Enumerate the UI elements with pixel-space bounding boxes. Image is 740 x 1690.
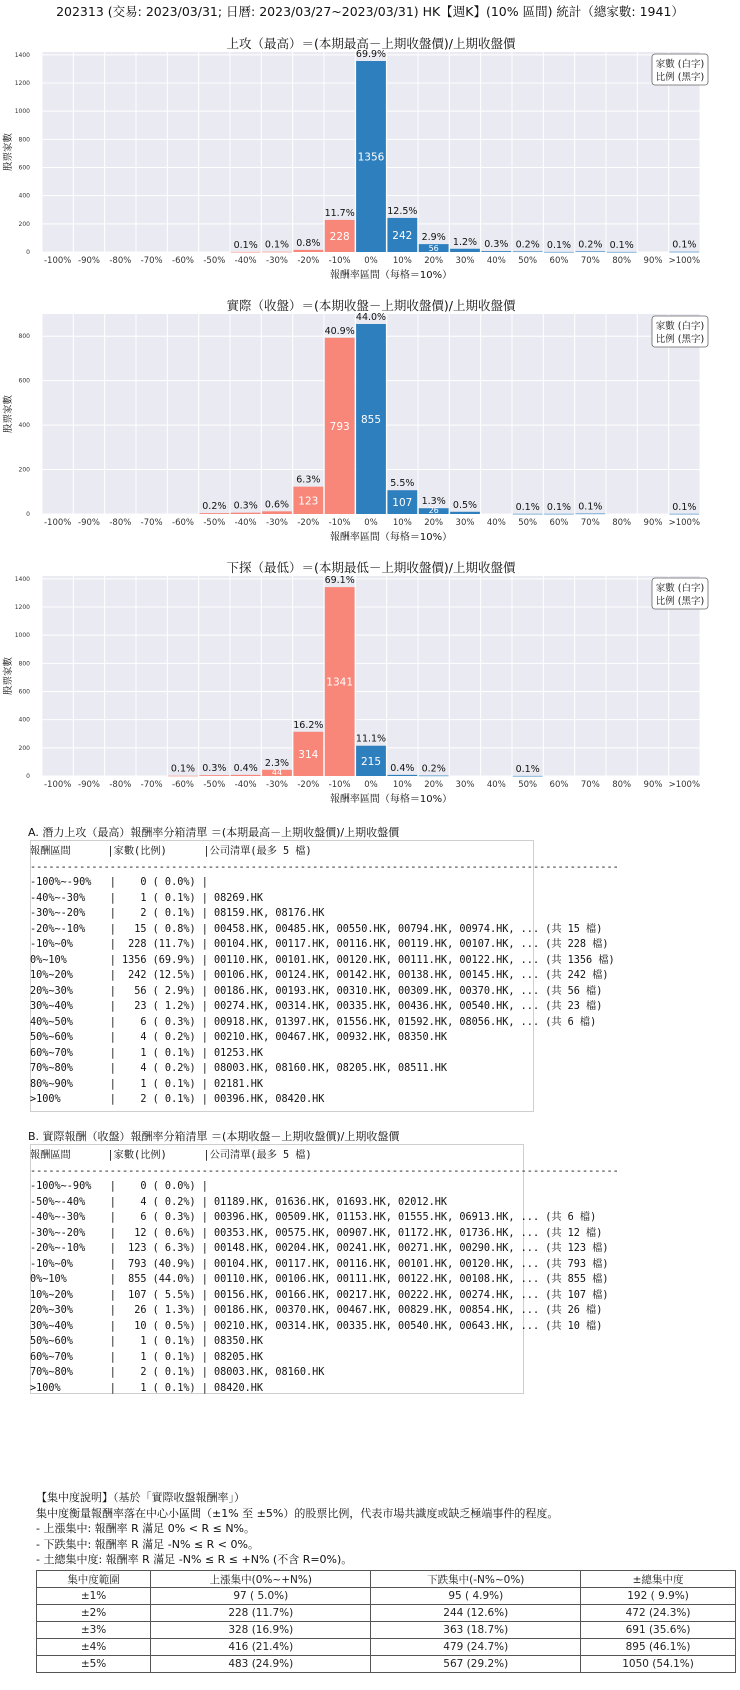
list-line: 70%~80% | 2 ( 0.1%) | 08003.HK, 08160.HK <box>30 1367 325 1378</box>
y-tick-label: 200 <box>18 220 30 228</box>
bar <box>231 513 261 514</box>
table-cell: 228 (11.7%) <box>151 1605 371 1622</box>
y-tick-label: 400 <box>18 192 30 200</box>
bar-pct-label: 2.3% <box>264 757 290 769</box>
table-cell: 416 (21.4%) <box>151 1639 371 1656</box>
list-line: -40%~-30% | 1 ( 0.1%) | 08269.HK <box>30 892 264 904</box>
y-tick-label: 600 <box>18 688 30 696</box>
x-tick-label: -100% <box>43 256 72 266</box>
bar <box>481 251 511 252</box>
x-tick-label: 0% <box>364 518 378 528</box>
notes-line: - 下跌集中: 報酬率 R 滿足 -N% ≤ R < 0%。 <box>36 1537 259 1551</box>
x-tick-label: -10% <box>328 256 351 266</box>
y-tick-label: 200 <box>18 744 30 752</box>
x-tick-label: 70% <box>580 518 600 528</box>
y-tick-label: 1200 <box>14 603 30 611</box>
x-tick-label: -30% <box>266 256 288 266</box>
y-tick-label: 800 <box>18 333 30 341</box>
bar-pct-label: 0.3% <box>202 763 227 775</box>
list-line: -30%~-20% | 12 ( 0.6%) | 00353.HK, 00575.HK, 00907.HK, 01172.HK, 01736.HK, ... (共 12 檔) <box>30 1227 603 1239</box>
x-tick-label: -50% <box>203 780 226 790</box>
list-line: -20%~-10% | 123 ( 6.3%) | 00148.HK, 00204.HK, 00241.HK, 00271.HK, 00290.HK, ... (共 123 檔) <box>30 1243 609 1254</box>
table-cell: 483 (24.9%) <box>151 1656 371 1673</box>
x-tick-label: 10% <box>392 780 412 790</box>
bar-pct-label: 0.1% <box>578 501 603 513</box>
legend-entry: 比例 (黑字) <box>655 334 705 345</box>
bar <box>168 776 198 777</box>
notes-line: - 土總集中度: 報酬率 R 滿足 -N% ≤ R ≤ +N% (不含 R=0%)。 <box>36 1553 353 1566</box>
concentration-notes <box>36 1490 558 1568</box>
y-tick-label: 200 <box>18 466 30 474</box>
bar <box>450 512 480 514</box>
legend-entry: 比例 (黑字) <box>655 72 705 83</box>
table-cell: 472 (24.3%) <box>581 1605 736 1622</box>
table-cell: ±4% <box>37 1639 151 1656</box>
x-tick-label: 20% <box>424 518 444 528</box>
list-line: ------------------------------------------------------------------------------------------------ <box>30 861 619 873</box>
table-cell: 328 (16.9%) <box>151 1622 371 1639</box>
y-tick-label: 1400 <box>14 51 30 59</box>
legend-entry: 比例 (黑字) <box>655 596 705 607</box>
x-tick-label: -70% <box>140 256 163 266</box>
x-tick-label: 60% <box>549 780 569 790</box>
x-tick-label: 50% <box>518 256 538 266</box>
list-line: -20%~-10% | 15 ( 0.8%) | 00458.HK, 00485.HK, 00550.HK, 00794.HK, 00974.HK, ... (共 15 檔) <box>30 923 603 935</box>
page-title: 202313 (交易: 2023/03/31; 日曆: 2023/03/27~2023/03/31) HK【週K】(10% 區間) 統計（總家數: 1941） <box>56 4 684 19</box>
bar-count-label: 242 <box>392 229 413 242</box>
list-line: 10%~20% | 242 (12.5%) | 00106.HK, 00124.HK, 00142.HK, 00138.HK, 00145.HK, ... (共 242 檔) <box>30 970 609 981</box>
list-a-lines <box>30 844 619 1108</box>
bar <box>199 775 229 776</box>
concentration-table <box>36 1570 736 1673</box>
y-tick-label: 0 <box>26 249 30 256</box>
list-line: 30%~40% | 10 ( 0.5%) | 00210.HK, 00314.HK, 00335.HK, 00540.HK, 00643.HK, ... (共 10 檔) <box>30 1320 603 1332</box>
x-tick-label: 90% <box>643 256 663 266</box>
table-cell: 244 (12.6%) <box>371 1605 581 1622</box>
bar-pct-label: 0.1% <box>515 763 540 775</box>
bar-pct-label: 44.0% <box>355 312 387 323</box>
bar <box>513 514 543 515</box>
x-axis-label: 報酬率區間（每格＝10%） <box>329 532 453 543</box>
bar-count-label: 44 <box>271 768 283 777</box>
bar-pct-label: 0.1% <box>672 501 697 513</box>
table-header-row <box>37 1571 736 1588</box>
x-axis-label: 報酬率區間（每格＝10%） <box>329 270 453 281</box>
x-tick-label: -100% <box>43 518 72 528</box>
y-tick-label: 1000 <box>14 108 30 116</box>
x-tick-label: 30% <box>455 780 475 790</box>
list-line: 10%~20% | 107 ( 5.5%) | 00156.HK, 00166.HK, 00217.HK, 00222.HK, 00274.HK, ... (共 107 檔) <box>30 1289 609 1301</box>
x-tick-label: -40% <box>234 256 257 266</box>
table-cell: 95 ( 4.9%) <box>371 1588 581 1605</box>
x-tick-label: -60% <box>172 256 194 266</box>
list-line: 80%~90% | 1 ( 0.1%) | 02181.HK <box>30 1078 264 1090</box>
x-tick-label: 20% <box>424 780 444 790</box>
column-header: 下跌集中(-N%~0%) <box>371 1571 581 1588</box>
bar <box>575 251 605 252</box>
notes-line: - 上漲集中: 報酬率 R 滿足 0% < R ≤ N%。 <box>36 1522 255 1535</box>
list-line: -100%~-90% | 0 ( 0.0%) | <box>30 877 208 888</box>
list-line: 20%~30% | 56 ( 2.9%) | 00186.HK, 00193.HK, 00310.HK, 00309.HK, 00370.HK, ... (共 56 檔) <box>30 985 603 997</box>
x-tick-label: 0% <box>364 780 378 790</box>
table-cell: ±3% <box>37 1622 151 1639</box>
x-tick-label: 40% <box>486 518 506 528</box>
table-cell: 479 (24.7%) <box>371 1639 581 1656</box>
x-tick-label: -30% <box>266 518 288 528</box>
bar-count-label: 26 <box>428 506 439 515</box>
list-line: -40%~-30% | 6 ( 0.3%) | 00396.HK, 00509.HK, 01153.HK, 01555.HK, 06913.HK, ... (共 6 檔) <box>30 1212 597 1223</box>
bar-pct-label: 2.9% <box>421 232 446 244</box>
chart-title: 實際（收盤）＝(本期收盤－上期收盤價)/上期收盤價 <box>226 298 516 313</box>
bar-pct-label: 16.2% <box>293 719 324 731</box>
y-axis-label: 股票家數 <box>3 132 14 172</box>
table-cell: 1050 (54.1%) <box>581 1656 736 1673</box>
bar-pct-label: 0.1% <box>233 239 258 251</box>
x-tick-label: 80% <box>612 780 632 790</box>
list-line: 40%~50% | 6 ( 0.3%) | 00918.HK, 01397.HK, 01556.HK, 01592.HK, 08056.HK, ... (共 6 檔) <box>30 1016 597 1028</box>
table-row <box>37 1656 736 1673</box>
x-tick-label: -50% <box>203 256 226 266</box>
list-line: 報酬區間 |家數(比例) |公司清單(最多 5 檔) <box>30 846 312 857</box>
list-line: 報酬區間 |家數(比例) |公司清單(最多 5 檔) <box>30 1150 312 1161</box>
bar <box>450 249 480 252</box>
y-tick-label: 800 <box>18 136 30 144</box>
x-tick-label: 0% <box>364 256 378 266</box>
bar <box>544 514 574 515</box>
bar-pct-label: 0.2% <box>515 239 540 251</box>
x-tick-label: 80% <box>612 256 632 266</box>
bar <box>607 252 637 253</box>
x-tick-label: 40% <box>486 780 506 790</box>
x-tick-label: 50% <box>518 780 538 790</box>
list-line: -10%~0% | 793 (40.9%) | 00104.HK, 00117.HK, 00116.HK, 00101.HK, 00120.HK, ... (共 793 檔) <box>30 1258 609 1270</box>
bar-pct-label: 11.7% <box>324 207 355 219</box>
bar-pct-label: 5.5% <box>390 478 415 490</box>
x-tick-label: 50% <box>518 518 538 528</box>
bar-pct-label: 40.9% <box>324 325 355 337</box>
x-tick-label: 60% <box>549 256 569 266</box>
bar-pct-label: 0.1% <box>170 763 196 775</box>
y-tick-label: 1000 <box>14 632 30 640</box>
x-tick-label: -50% <box>203 518 226 528</box>
list-line: 50%~60% | 1 ( 0.1%) | 08350.HK <box>30 1336 264 1347</box>
x-tick-label: -80% <box>109 256 132 266</box>
y-tick-label: 600 <box>18 164 30 172</box>
bar-pct-label: 0.5% <box>452 499 478 511</box>
bar-count-label: 123 <box>298 495 319 508</box>
x-tick-label: -20% <box>297 256 320 266</box>
x-tick-label: 80% <box>612 518 632 528</box>
x-tick-label: -100% <box>43 780 72 790</box>
bar-pct-label: 0.3% <box>233 500 258 512</box>
x-tick-label: 10% <box>392 256 412 266</box>
x-tick-label: -70% <box>140 518 163 528</box>
x-tick-label: >100% <box>668 780 701 790</box>
bar-pct-label: 1.2% <box>452 236 478 248</box>
bar <box>262 252 292 253</box>
list-line: 50%~60% | 4 ( 0.2%) | 00210.HK, 00467.HK, 00932.HK, 08350.HK <box>30 1032 448 1043</box>
x-tick-label: -90% <box>78 780 100 790</box>
x-tick-label: >100% <box>668 256 701 266</box>
bar-pct-label: 11.1% <box>355 733 387 745</box>
column-header: 上漲集中(0%~+N%) <box>151 1571 371 1588</box>
table-cell: 192 ( 9.9%) <box>581 1588 736 1605</box>
x-tick-label: -80% <box>109 780 132 790</box>
bar-pct-label: 0.2% <box>578 239 603 251</box>
bar-pct-label: 0.1% <box>515 501 540 513</box>
bar-count-label: 215 <box>360 755 382 768</box>
y-tick-label: 600 <box>18 377 30 385</box>
notes-line: 集中度衡量報酬率落在中心小區間（±1% 至 ±5%）的股票比例，代表市場共識度或缺乏極端事件的程度。 <box>36 1506 559 1520</box>
y-axis-label: 股票家數 <box>3 394 14 434</box>
x-tick-label: 60% <box>549 518 569 528</box>
bar-count-label: 228 <box>329 230 350 243</box>
x-tick-label: -70% <box>140 780 163 790</box>
bar <box>669 514 699 515</box>
x-tick-label: 20% <box>424 256 444 266</box>
list-line: 60%~70% | 1 ( 0.1%) | 08205.HK <box>30 1351 264 1363</box>
list-line: ------------------------------------------------------------------------------------------------ <box>30 1165 619 1177</box>
x-tick-label: -80% <box>109 518 132 528</box>
y-tick-label: 800 <box>18 660 30 668</box>
x-tick-label: -30% <box>266 780 288 790</box>
legend-entry: 家數 (白字) <box>655 59 705 70</box>
bar-count-label: 793 <box>329 420 350 433</box>
list-line: -100%~-90% | 0 ( 0.0%) | <box>30 1181 208 1192</box>
table-cell: 691 (35.6%) <box>581 1622 736 1639</box>
bar-pct-label: 0.1% <box>264 239 290 251</box>
bar <box>199 513 229 514</box>
bar <box>231 252 261 253</box>
bar-pct-label: 0.3% <box>484 239 509 251</box>
x-tick-label: -60% <box>172 780 194 790</box>
chart-downside-low <box>0 560 740 822</box>
legend-entry: 家數 (白字) <box>655 583 705 594</box>
x-tick-label: -40% <box>234 780 257 790</box>
x-tick-label: -10% <box>328 780 351 790</box>
bar-pct-label: 0.1% <box>546 501 572 513</box>
y-axis-label: 股票家數 <box>3 656 14 696</box>
table-row <box>37 1588 736 1605</box>
x-tick-label: -40% <box>234 518 257 528</box>
table-row <box>37 1639 736 1656</box>
legend <box>652 54 708 85</box>
bar-pct-label: 0.1% <box>672 239 697 251</box>
bar-count-label: 855 <box>360 414 382 426</box>
x-tick-label: 30% <box>455 518 475 528</box>
x-tick-label: >100% <box>668 518 701 528</box>
x-tick-label: -90% <box>78 256 100 266</box>
x-tick-label: -10% <box>328 518 351 528</box>
chart-upside-high <box>0 36 740 298</box>
legend-entry: 家數 (白字) <box>655 321 705 332</box>
list-line: 0%~10% | 855 (44.0%) | 00110.HK, 00106.HK, 00111.HK, 00122.HK, 00108.HK, ... (共 855 檔) <box>30 1274 609 1285</box>
legend <box>652 578 708 609</box>
list-b-title: B. 實際報酬（收盤）報酬率分箱清單 ＝(本期收盤－上期收盤價)/上期收盤價 <box>28 1130 400 1143</box>
list-line: 0%~10% | 1356 (69.9%) | 00110.HK, 00101.HK, 00120.HK, 00111.HK, 00122.HK, ... (共 1356 檔) <box>30 954 615 966</box>
list-line: >100% | 1 ( 0.1%) | 08420.HK <box>30 1382 264 1394</box>
list-b-lines <box>30 1148 619 1396</box>
x-tick-label: -60% <box>172 518 194 528</box>
x-tick-label: -90% <box>78 518 100 528</box>
table-row <box>37 1622 736 1639</box>
bar <box>262 511 292 514</box>
x-tick-label: 90% <box>643 780 663 790</box>
bar <box>419 776 449 777</box>
y-tick-label: 1200 <box>14 79 30 87</box>
column-header: ±總集中度 <box>581 1571 736 1588</box>
list-line: >100% | 2 ( 0.1%) | 00396.HK, 08420.HK <box>30 1094 325 1105</box>
bar-pct-label: 0.8% <box>296 237 321 249</box>
bar-pct-label: 69.1% <box>324 575 355 587</box>
list-line: 20%~30% | 26 ( 1.3%) | 00186.HK, 00370.HK, 00467.HK, 00829.HK, 00854.HK, ... (共 26 檔) <box>30 1305 603 1316</box>
table-cell: 895 (46.1%) <box>581 1639 736 1656</box>
y-tick-label: 400 <box>18 716 30 724</box>
list-line: -10%~0% | 228 (11.7%) | 00104.HK, 00117.HK, 00116.HK, 00119.HK, 00107.HK, ... (共 228 檔) <box>30 939 609 950</box>
bar-pct-label: 1.3% <box>421 496 446 508</box>
y-tick-label: 0 <box>26 511 30 518</box>
table-cell: 567 (29.2%) <box>371 1656 581 1673</box>
bar <box>513 251 543 252</box>
x-tick-label: 10% <box>392 518 412 528</box>
bar-count-label: 107 <box>392 497 413 510</box>
bar-pct-label: 0.6% <box>264 499 290 511</box>
bar <box>544 252 574 253</box>
bar-pct-label: 0.2% <box>202 501 227 513</box>
y-tick-label: 400 <box>18 422 30 430</box>
bar-pct-label: 0.4% <box>390 762 415 774</box>
bar <box>231 775 261 776</box>
bar-pct-label: 12.5% <box>387 205 418 217</box>
legend <box>652 316 708 347</box>
notes-heading: 【集中度說明】（基於「實際收盤報酬率」） <box>36 1491 245 1504</box>
bar <box>669 252 699 253</box>
column-header: 集中度範圍 <box>37 1571 151 1588</box>
bar <box>575 514 605 515</box>
table-row <box>37 1605 736 1622</box>
chart-title: 上攻（最高）＝(本期最高－上期收盤價)/上期收盤價 <box>226 36 516 51</box>
x-tick-label: -20% <box>297 518 320 528</box>
list-line: 70%~80% | 4 ( 0.2%) | 08003.HK, 08160.HK, 08205.HK, 08511.HK <box>30 1063 448 1074</box>
x-axis-label: 報酬率區間（每格＝10%） <box>329 794 453 805</box>
bar-pct-label: 0.1% <box>609 239 634 251</box>
y-tick-label: 1400 <box>14 575 30 583</box>
x-tick-label: 70% <box>580 780 600 790</box>
table-cell: ±5% <box>37 1656 151 1673</box>
x-tick-label: 90% <box>643 518 663 528</box>
list-line: -30%~-20% | 2 ( 0.1%) | 08159.HK, 08176.HK <box>30 908 325 919</box>
chart-title: 下探（最低）＝(本期最低－上期收盤價)/上期收盤價 <box>226 560 516 575</box>
table-cell: ±2% <box>37 1605 151 1622</box>
bar-count-label: 56 <box>428 244 439 253</box>
table-cell: 363 (18.7%) <box>371 1622 581 1639</box>
bar <box>293 250 323 252</box>
list-line: 60%~70% | 1 ( 0.1%) | 01253.HK <box>30 1047 264 1059</box>
bar <box>513 776 543 777</box>
list-line: 30%~40% | 23 ( 1.2%) | 00274.HK, 00314.HK, 00335.HK, 00436.HK, 00540.HK, ... (共 23 檔) <box>30 1001 603 1012</box>
bar-pct-label: 0.4% <box>233 762 258 774</box>
x-tick-label: 70% <box>580 256 600 266</box>
x-tick-label: 40% <box>486 256 506 266</box>
x-tick-label: -20% <box>297 780 320 790</box>
chart-actual-close <box>0 298 740 560</box>
bar-pct-label: 0.1% <box>546 239 572 251</box>
table-cell: 97 ( 5.0%) <box>151 1588 371 1605</box>
bar-pct-label: 0.2% <box>421 763 446 775</box>
list-line: -50%~-40% | 4 ( 0.2%) | 01189.HK, 01636.HK, 01693.HK, 02012.HK <box>30 1196 448 1208</box>
x-tick-label: 30% <box>455 256 475 266</box>
bar-pct-label: 6.3% <box>296 474 321 486</box>
bar <box>387 775 417 776</box>
list-a-title: A. 潛力上攻（最高）報酬率分箱清單 ＝(本期最高－上期收盤價)/上期收盤價 <box>28 826 400 839</box>
table-cell: ±1% <box>37 1588 151 1605</box>
bar-pct-label: 69.9% <box>355 49 387 61</box>
bar-count-label: 1356 <box>357 151 385 164</box>
bar-count-label: 314 <box>298 748 319 761</box>
y-tick-label: 0 <box>26 773 30 780</box>
bar-count-label: 1341 <box>326 676 354 689</box>
